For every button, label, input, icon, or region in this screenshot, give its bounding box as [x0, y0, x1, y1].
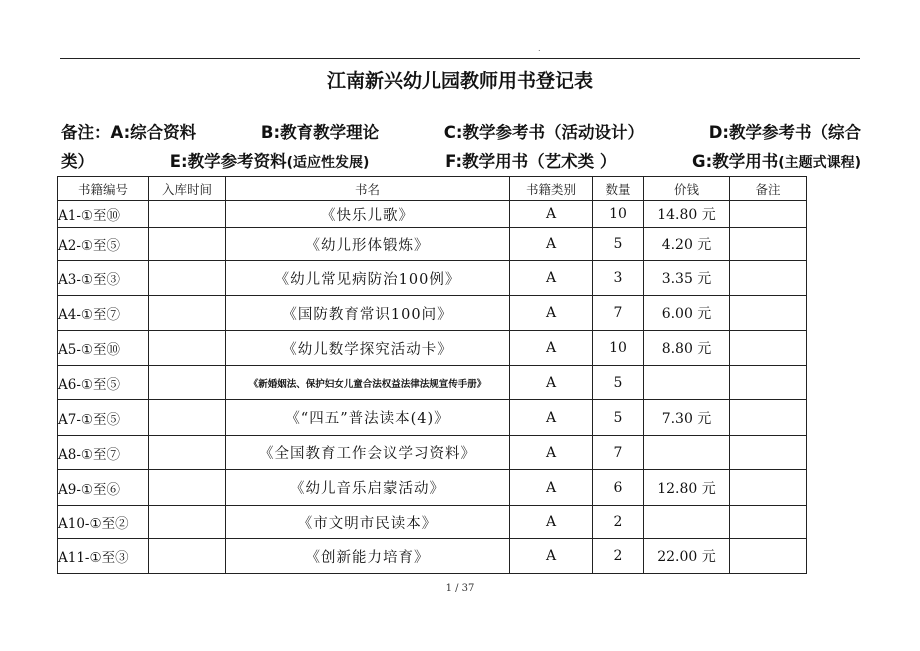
book-code-cell: A8-①至⑦ — [58, 436, 149, 470]
notes-line-2 — [61, 147, 861, 178]
column-header-name: 书名 — [226, 177, 510, 201]
book-name-cell: 《幼儿常见病防治100例》 — [226, 261, 510, 296]
table-row — [58, 228, 807, 261]
entry-date-cell — [149, 470, 226, 506]
entry-date-cell — [149, 228, 226, 261]
category-cell: A — [510, 400, 593, 436]
price-cell: 8.80 元 — [644, 331, 730, 366]
quantity-cell: 2 — [593, 506, 644, 539]
quantity-cell: 10 — [593, 201, 644, 228]
book-name-cell: 《幼儿形体锻炼》 — [226, 228, 510, 261]
table-row — [58, 296, 807, 331]
price-cell: 7.30 元 — [644, 400, 730, 436]
book-code-cell: A4-①至⑦ — [58, 296, 149, 331]
category-cell: A — [510, 366, 593, 400]
price-cell — [644, 436, 730, 470]
book-code-cell: A1-①至⑩ — [58, 201, 149, 228]
book-code-cell: A3-①至③ — [58, 261, 149, 296]
book-name-cell: 《幼儿音乐启蒙活动》 — [226, 470, 510, 506]
book-name-cell: 《幼儿数学探究活动卡》 — [226, 331, 510, 366]
remarks-cell — [730, 261, 807, 296]
entry-date-cell — [149, 436, 226, 470]
notes-block — [61, 118, 861, 178]
book-code-cell: A11-①至③ — [58, 539, 149, 574]
price-cell — [644, 366, 730, 400]
page-title: 江南新兴幼儿园教师用书登记表 — [326, 70, 593, 92]
category-cell: A — [510, 436, 593, 470]
quantity-cell: 7 — [593, 436, 644, 470]
remarks-cell — [730, 201, 807, 228]
table-row — [58, 331, 807, 366]
book-register-table — [57, 176, 807, 574]
table-row — [58, 436, 807, 470]
note-segment: 类） — [61, 152, 94, 171]
category-cell: A — [510, 228, 593, 261]
category-cell: A — [510, 506, 593, 539]
price-cell — [644, 506, 730, 539]
note-segment: G:教学用书(主题式课程) — [692, 152, 861, 171]
category-cell: A — [510, 201, 593, 228]
category-cell: A — [510, 331, 593, 366]
header-mark: . — [538, 44, 541, 53]
table-row — [58, 261, 807, 296]
book-code-cell: A2-①至⑤ — [58, 228, 149, 261]
remarks-cell — [730, 228, 807, 261]
price-cell: 3.35 元 — [644, 261, 730, 296]
price-cell: 14.80 元 — [644, 201, 730, 228]
book-code-cell: A10-①至② — [58, 506, 149, 539]
book-name-cell: 《市文明市民读本》 — [226, 506, 510, 539]
remarks-cell — [730, 506, 807, 539]
category-cell: A — [510, 539, 593, 574]
entry-date-cell — [149, 400, 226, 436]
entry-date-cell — [149, 296, 226, 331]
quantity-cell: 6 — [593, 470, 644, 506]
book-name-cell: 《创新能力培育》 — [226, 539, 510, 574]
column-header-quantity: 数量 — [593, 177, 644, 201]
book-name-cell: 《国防教育常识100问》 — [226, 296, 510, 331]
price-cell: 22.00 元 — [644, 539, 730, 574]
book-code-cell: A9-①至⑥ — [58, 470, 149, 506]
note-segment: 备注：A:综合资料 — [61, 123, 197, 142]
quantity-cell: 5 — [593, 228, 644, 261]
book-code-cell: A5-①至⑩ — [58, 331, 149, 366]
book-name-cell: 《新婚姻法、保护妇女儿童合法权益法律法规宣传手册》 — [226, 366, 510, 400]
note-segment: B:教育教学理论 — [260, 123, 380, 142]
book-name-cell: 《全国教育工作会议学习资料》 — [226, 436, 510, 470]
entry-date-cell — [149, 201, 226, 228]
remarks-cell — [730, 400, 807, 436]
notes-line-1 — [61, 118, 861, 147]
remarks-cell — [730, 539, 807, 574]
table-row — [58, 506, 807, 539]
price-cell: 4.20 元 — [644, 228, 730, 261]
book-name-cell: 《快乐儿歌》 — [226, 201, 510, 228]
quantity-cell: 2 — [593, 539, 644, 574]
column-header-category: 书籍类别 — [510, 177, 593, 201]
book-name-cell: 《“四五”普法读本(4)》 — [226, 400, 510, 436]
quantity-cell: 5 — [593, 366, 644, 400]
entry-date-cell — [149, 539, 226, 574]
quantity-cell: 10 — [593, 331, 644, 366]
note-segment: C:教学参考书（活动设计） — [443, 123, 644, 142]
remarks-cell — [730, 436, 807, 470]
entry-date-cell — [149, 366, 226, 400]
remarks-cell — [730, 296, 807, 331]
quantity-cell: 5 — [593, 400, 644, 436]
entry-date-cell — [149, 261, 226, 296]
entry-date-cell — [149, 506, 226, 539]
category-cell: A — [510, 296, 593, 331]
entry-date-cell — [149, 331, 226, 366]
column-header-remarks: 备注 — [730, 177, 807, 201]
quantity-cell: 7 — [593, 296, 644, 331]
column-header-code: 书籍编号 — [58, 177, 149, 201]
table-row — [58, 400, 807, 436]
category-cell: A — [510, 261, 593, 296]
table-row — [58, 470, 807, 506]
column-header-date: 入库时间 — [149, 177, 226, 201]
price-cell: 6.00 元 — [644, 296, 730, 331]
column-header-price: 价钱 — [644, 177, 730, 201]
note-segment: E:教学参考资料(适应性发展) — [169, 152, 370, 171]
note-segment: F:教学用书（艺术类 ） — [445, 152, 617, 171]
category-cell: A — [510, 470, 593, 506]
header-rule — [60, 58, 860, 59]
price-cell: 12.80 元 — [644, 470, 730, 506]
remarks-cell — [730, 331, 807, 366]
table-header-row — [58, 177, 807, 201]
table-row — [58, 539, 807, 574]
table-row — [58, 366, 807, 400]
book-code-cell: A7-①至⑤ — [58, 400, 149, 436]
page-number: 1 / 37 — [445, 583, 475, 594]
book-code-cell: A6-①至⑤ — [58, 366, 149, 400]
remarks-cell — [730, 366, 807, 400]
note-segment: D:教学参考书（综合 — [708, 123, 861, 142]
quantity-cell: 3 — [593, 261, 644, 296]
remarks-cell — [730, 470, 807, 506]
table-row — [58, 201, 807, 228]
